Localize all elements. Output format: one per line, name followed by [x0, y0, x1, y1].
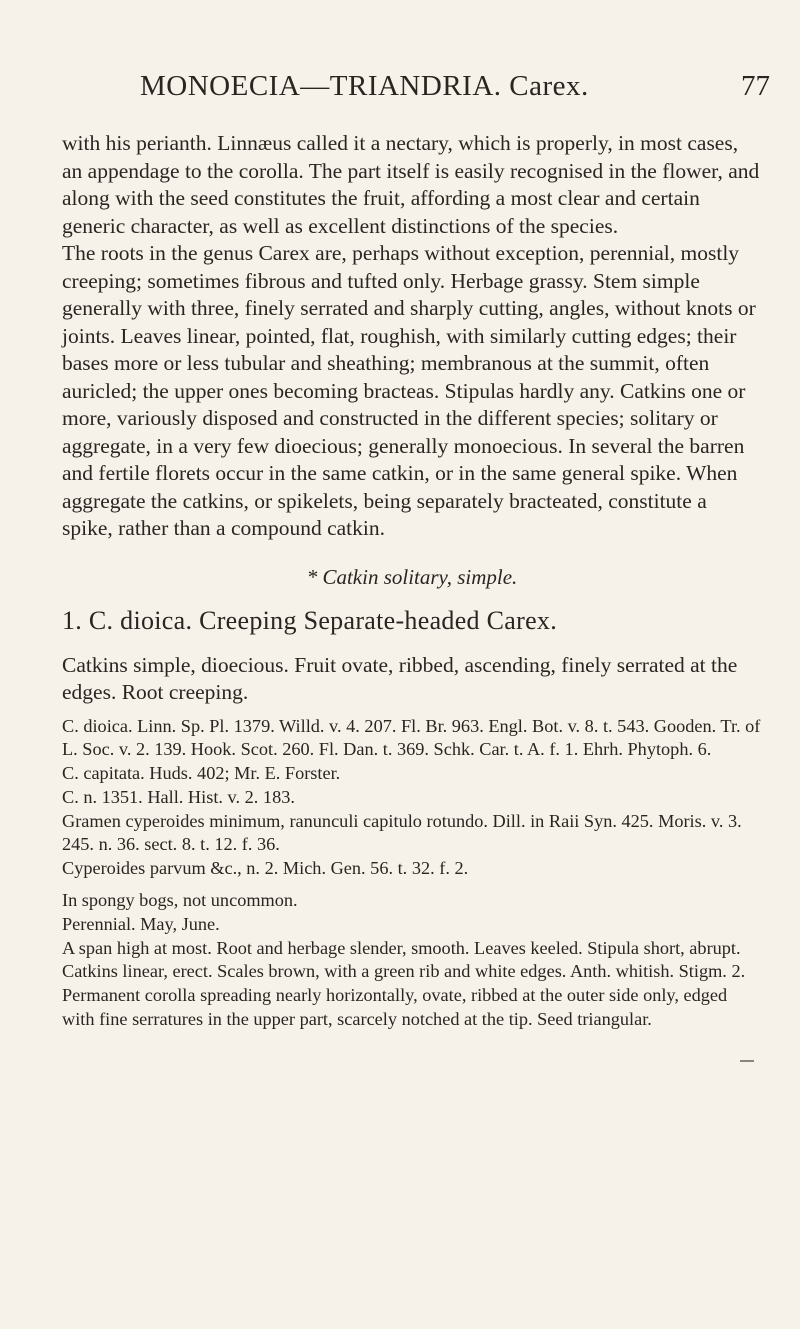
page-number: 77: [741, 70, 770, 102]
running-head-title: MONOECIA—TRIANDRIA. Carex.: [140, 70, 589, 102]
species-description: Catkins simple, dioecious. Fruit ovate, ribbed, ascending, finely serrated at the edges. Root creeping.: [62, 652, 738, 704]
intro-paragraph-1: with his perianth. Linnæus called it a nectary, which is properly, in most cases, an appendage to the corolla. The part itself is easily recognised in the flower, and along with the seed constitutes the fruit, affording a most clear and certain generic character, as well as excellent distinctions of the species.: [62, 131, 760, 238]
synonym-line: C. capitata. Huds. 402; Mr. E. Forster.: [62, 763, 341, 784]
synonym-line: Cyperoides parvum &c., n. 2. Mich. Gen. 56. t. 32. f. 2.: [62, 858, 469, 879]
habitat: In spongy bogs, not uncommon.: [62, 890, 298, 911]
synonym-line: C. dioica. Linn. Sp. Pl. 1379. Willd. v. 4. 207. Fl. Br. 963. Engl. Bot. v. 8. t. 543. Gooden. Tr. of L. Soc. v. 2. 139. Hook. Scot. 260. Fl. Dan. t. 369. Schk. Car. t. A. f. 1. Ehrh. Phytoph. 6.: [62, 715, 761, 760]
species-title: 1. C. dioica. Creeping Separate-headed Carex.: [62, 605, 558, 635]
species-notes: A span high at most. Root and herbage slender, smooth. Leaves keeled. Stipula short, abrupt. Catkins linear, erect. Scales brown, with a green rib and white edges. Anth. whitish. Stigm. 2. Permanent corolla spreading nearly horizontally, ovate, ribbed at the outer side only, edged with fine serratures in the upper part, scarcely notched at the tip. Seed triangular.: [62, 937, 746, 1030]
duration: Perennial. May, June.: [62, 913, 220, 934]
synonym-line: C. n. 1351. Hall. Hist. v. 2. 183.: [62, 786, 295, 807]
intro-paragraph-2: The roots in the genus Carex are, perhaps without exception, perennial, mostly creeping; sometimes fibrous and tufted only. Herbage grassy. Stem simple generally with three, finely serrated and sharply cutting, angles, without knots or joints. Leaves linear, pointed, flat, roughish, with similarly cutting edges; their bases more or less tubular and sheathing; membranous at the summit, often auricled; the upper ones becoming bracteas. Stipulas hardly any. Catkins one or more, variously disposed and constructed in the different species; solitary or aggregate, in a very few dioecious; generally monoecious. In several the barren and fertile florets occur in the same catkin, or in the same general spike. When aggregate the catkins, or spikelets, being separately bracteated, constitute a spike, rather than a compound catkin.: [62, 241, 756, 540]
running-head: [62, 70, 770, 110]
synonym-line: Gramen cyperoides minimum, ranunculi capitulo rotundo. Dill. in Raii Syn. 425. Moris. v. 3. 245. n. 36. sect. 8. t. 12. f. 36.: [62, 810, 742, 855]
book-page: [62, 70, 770, 1032]
margin-mark: [740, 1060, 754, 1062]
page-body: [62, 130, 762, 1032]
section-heading: * Catkin solitary, simple.: [306, 564, 518, 589]
